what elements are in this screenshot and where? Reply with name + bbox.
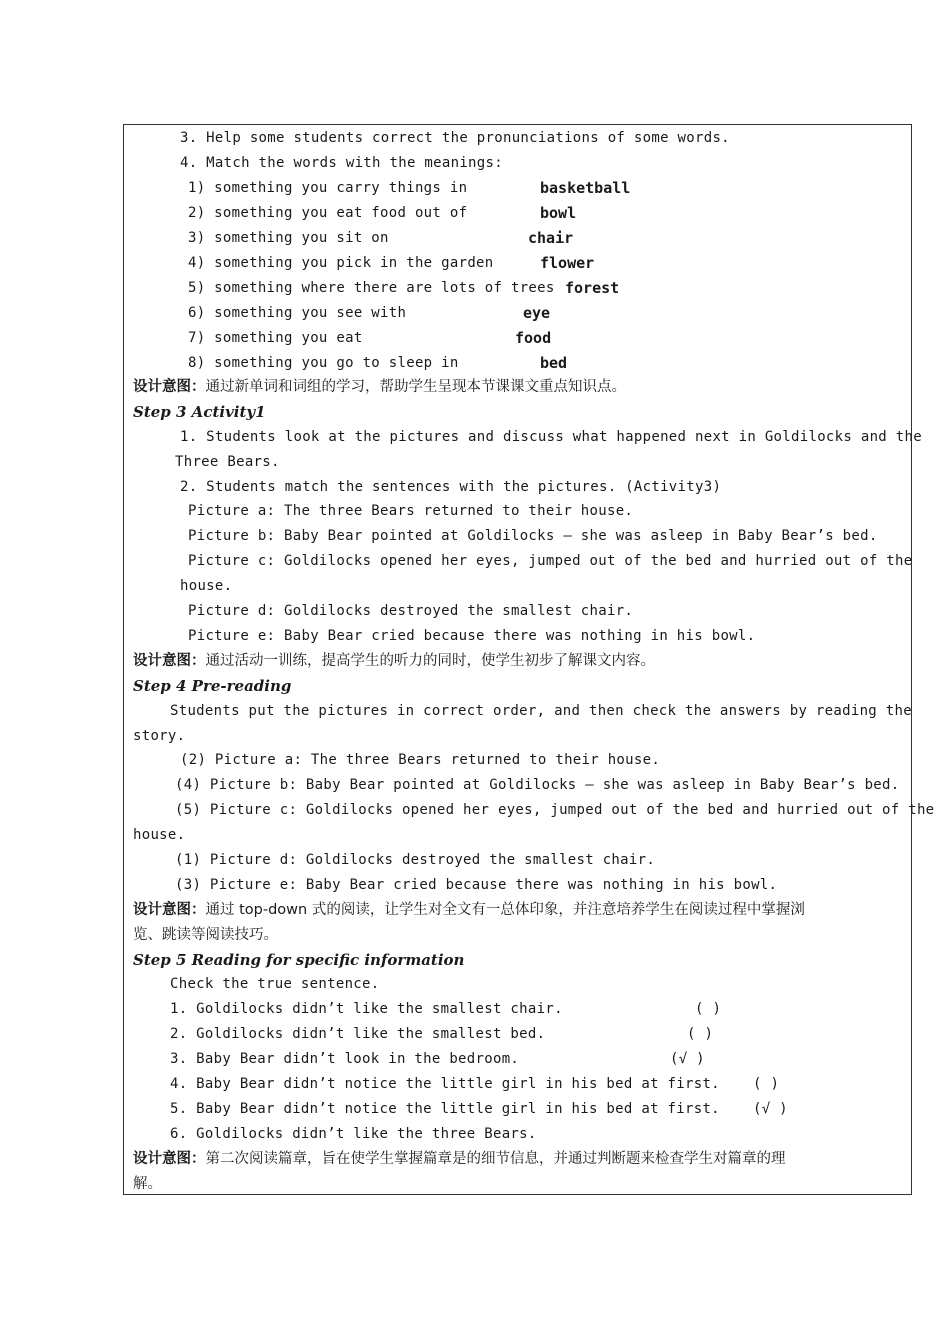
design-intent-cont: 览、跳读等阅读技巧。 [133, 927, 278, 943]
step-4-intro: Students put the pictures in correct order, and then check the answers by reading the [170, 703, 912, 719]
design-intent-text: 第二次阅读篇章，旨在使学生掌握篇章是的细节信息，并通过判断题来检查学生对篇章的理 [205, 1151, 786, 1167]
check-mark: ( ) [687, 1026, 714, 1042]
match-word: food [515, 329, 552, 347]
match-def: 2) something you eat food out of [188, 205, 468, 221]
design-intent [133, 900, 805, 920]
step-4-intro-cont: story. [133, 728, 186, 744]
picture-a: Picture a: The three Bears returned to their house. [188, 503, 634, 519]
step-3-line-2: 2. Students match the sentences with the pictures. (Activity3) [180, 479, 722, 495]
match-word: bowl [540, 204, 577, 222]
match-def: 1) something you carry things in [188, 180, 468, 196]
check-mark: (√ ) [670, 1051, 705, 1067]
check-item: 4. Baby Bear didn’t notice the little girl in his bed at first. [170, 1076, 720, 1092]
design-intent-text: 通过 top-down 式的阅读，让学生对全文有一总体印象，并注意培养学生在阅读过程中掌握浏 [205, 902, 805, 918]
picture-c-cont: house. [180, 578, 233, 594]
design-intent-label: 设计意图： [133, 902, 206, 918]
step-5-instruction: Check the true sentence. [170, 976, 380, 992]
step-4-title: Step 4 Pre-reading [133, 677, 292, 695]
picture-d: Picture d: Goldilocks destroyed the smallest chair. [188, 603, 634, 619]
match-word: basketball [540, 179, 631, 197]
check-item: 5. Baby Bear didn’t notice the little girl in his bed at first. [170, 1101, 720, 1117]
step-3-line-1-cont: Three Bears. [175, 454, 280, 470]
design-intent-label: 设计意图： [133, 379, 206, 395]
match-word: chair [528, 229, 574, 247]
check-item: 6. Goldilocks didn’t like the three Bears. [170, 1126, 537, 1142]
design-intent-text: 通过活动一训练，提高学生的听力的同时，使学生初步了解课文内容。 [205, 653, 655, 669]
design-intent-label: 设计意图： [133, 653, 206, 669]
design-intent-text: 通过新单词和词组的学习，帮助学生呈现本节课课文重点知识点。 [205, 379, 626, 395]
design-intent [133, 377, 626, 397]
match-word: forest [565, 279, 620, 297]
step-3-title: Step 3 Activity1 [133, 403, 266, 421]
order-item: (5) Picture c: Goldilocks opened her eyes, jumped out of the bed and hurried out of the [175, 802, 935, 818]
intro-item-3: 3. Help some students correct the pronunciations of some words. [180, 130, 730, 146]
design-intent-label: 设计意图： [133, 1151, 206, 1167]
check-item: 2. Goldilocks didn’t like the smallest bed. [170, 1026, 546, 1042]
order-item: (1) Picture d: Goldilocks destroyed the smallest chair. [175, 852, 656, 868]
design-intent-cont: 解。 [133, 1176, 162, 1192]
order-item-cont: house. [133, 827, 186, 843]
match-def: 6) something you see with [188, 305, 407, 321]
picture-e: Picture e: Baby Bear cried because there was nothing in his bowl. [188, 628, 756, 644]
match-word: bed [540, 354, 568, 372]
match-def: 3) something you sit on [188, 230, 389, 246]
match-def: 5) something where there are lots of trees [188, 280, 555, 296]
step-3-line-1: 1. Students look at the pictures and discuss what happened next in Goldilocks and the [180, 429, 922, 445]
step-5-title: Step 5 Reading for specific information [133, 951, 465, 969]
match-def: 4) something you pick in the garden [188, 255, 494, 271]
picture-b: Picture b: Baby Bear pointed at Goldilocks – she was asleep in Baby Bear’s bed. [188, 528, 878, 544]
check-mark: ( ) [753, 1076, 780, 1092]
intro-item-4: 4. Match the words with the meanings: [180, 155, 503, 171]
match-def: 8) something you go to sleep in [188, 355, 459, 371]
order-item: (4) Picture b: Baby Bear pointed at Goldilocks – she was asleep in Baby Bear’s bed. [175, 777, 900, 793]
order-item: (3) Picture e: Baby Bear cried because there was nothing in his bowl. [175, 877, 778, 893]
match-word: eye [523, 304, 551, 322]
picture-c: Picture c: Goldilocks opened her eyes, jumped out of the bed and hurried out of the [188, 553, 913, 569]
check-item: 1. Goldilocks didn’t like the smallest chair. [170, 1001, 563, 1017]
design-intent [133, 651, 655, 671]
check-mark: (√ ) [753, 1101, 788, 1117]
check-item: 3. Baby Bear didn’t look in the bedroom. [170, 1051, 520, 1067]
match-def: 7) something you eat [188, 330, 363, 346]
design-intent [133, 1149, 786, 1169]
check-mark: ( ) [695, 1001, 722, 1017]
match-word: flower [540, 254, 595, 272]
order-item: (2) Picture a: The three Bears returned to their house. [180, 752, 661, 768]
